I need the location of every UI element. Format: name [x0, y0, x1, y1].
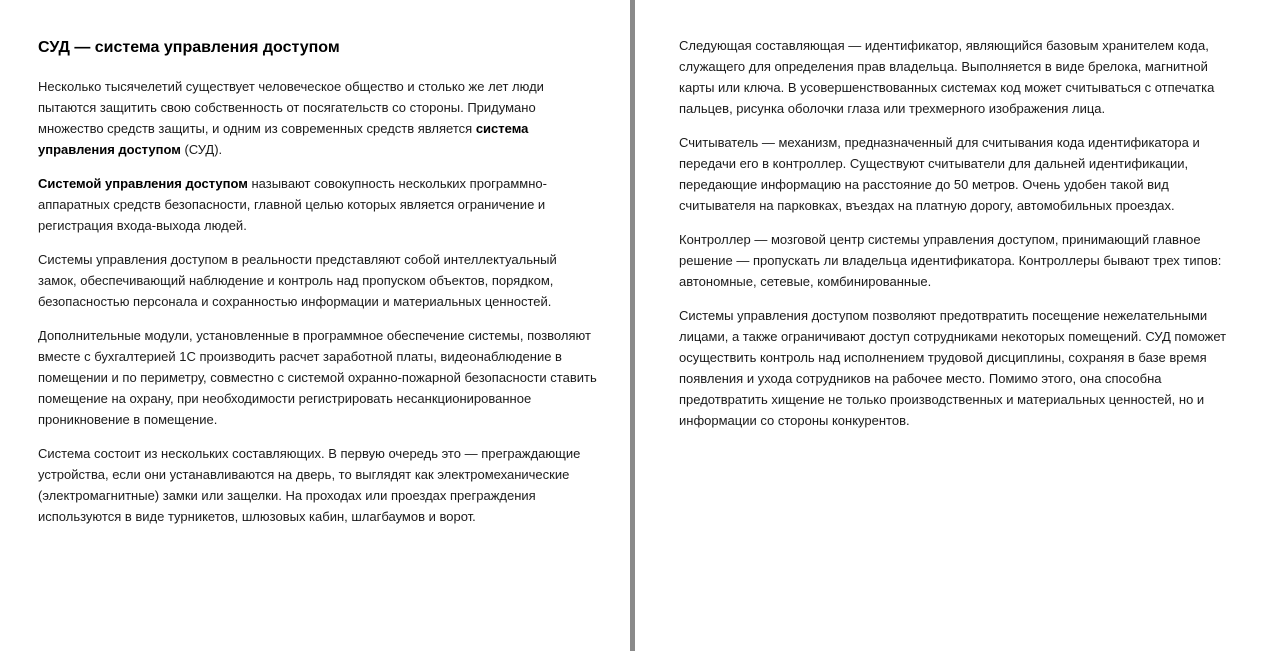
paragraph-reader: Считыватель — механизм, предназначенный для считывания кода идентификатора и передачи его в контроллер. Существуют считыватели для дальней идентификации, передающие информацию на расстояние до 50 метров. Очень удобен такой вид считывателя на парковках, въездах на платную дорогу, автомобильных проездах. — [679, 135, 1200, 213]
paragraph-reality: Системы управления доступом в реальности представляют собой интеллектуальный замок, обеспечивающий наблюдение и контроль над пропуском объектов, порядком, безопасностью персонала и сохранностью информации и материальных ценностей. — [38, 252, 557, 309]
left-page — [0, 0, 630, 651]
paragraph-definition-text: называют совокупность нескольких программно-аппаратных средств безопасности, главной целью которых является ограничение и регистрация входа-выхода людей. — [38, 176, 547, 233]
left-page-column — [38, 38, 598, 540]
right-page — [635, 0, 1263, 651]
paragraph-identifier: Следующая составляющая — идентификатор, являющийся базовым хранителем кода, служащего для определения прав владельца. Выполняется в виде брелока, магнитной карты или ключа. В усовершенствованных системах код может считываться с отпечатка пальцев, рисунка оболочки глаза или трехмерного изображения лица. — [679, 38, 1215, 116]
paragraph-definition — [38, 173, 598, 236]
paragraph-benefits: Системы управления доступом позволяют предотвратить посещение нежелательными лицами, а также ограничивают доступ сотрудниками некоторых помещений. СУД поможет осуществить контроль над исполнением трудовой дисциплины, сохраняя в базе время появления и ухода сотрудников на рабочее место. Помимо этого, она способна предотвратить хищение не только производственных и материальных ценностей, но и информации со стороны конкурентов. — [679, 308, 1227, 428]
document-title: СУД — система управления доступом — [38, 39, 340, 56]
paragraph-intro-tail: (СУД). — [180, 142, 223, 157]
paragraph-intro — [38, 76, 598, 160]
right-page-column — [679, 35, 1239, 444]
paragraph-intro-text: Несколько тысячелетий существует человеческое общество и столько же лет люди пытаются защитить свою собственность от посягательств со стороны. Придумано множество средств защиты, и одним из современных средств является — [38, 79, 544, 136]
paragraph-definition-bold: Системой управления доступом — [38, 176, 248, 191]
paragraph-controller: Контроллер — мозговой центр системы управления доступом, принимающий главное решение — пропускать ли владельца идентификатора. Контроллеры бывают трех типов: автономные, сетевые, комбинированные. — [679, 232, 1222, 289]
paragraph-modules: Дополнительные модули, установленные в программное обеспечение системы, позволяют вместе с бухгалтерией 1С производить расчет заработной платы, видеонаблюдение в помещении и по периметру, совместно с системой охранно-пожарной безопасности ставить помещение на охрану, при необходимости регистрировать несанкционированное проникновение в помещение. — [38, 328, 597, 427]
paragraph-components: Система состоит из нескольких составляющих. В первую очередь это — преграждающие устройства, если они устанавливаются на дверь, то выглядят как электромеханические (электромагнитные) замки или защелки. На проходах или проездах преграждения используются в виде турникетов, шлюзовых кабин, шлагбаумов и ворот. — [38, 446, 581, 524]
paragraph-intro-bold: система управления доступом — [38, 121, 529, 157]
